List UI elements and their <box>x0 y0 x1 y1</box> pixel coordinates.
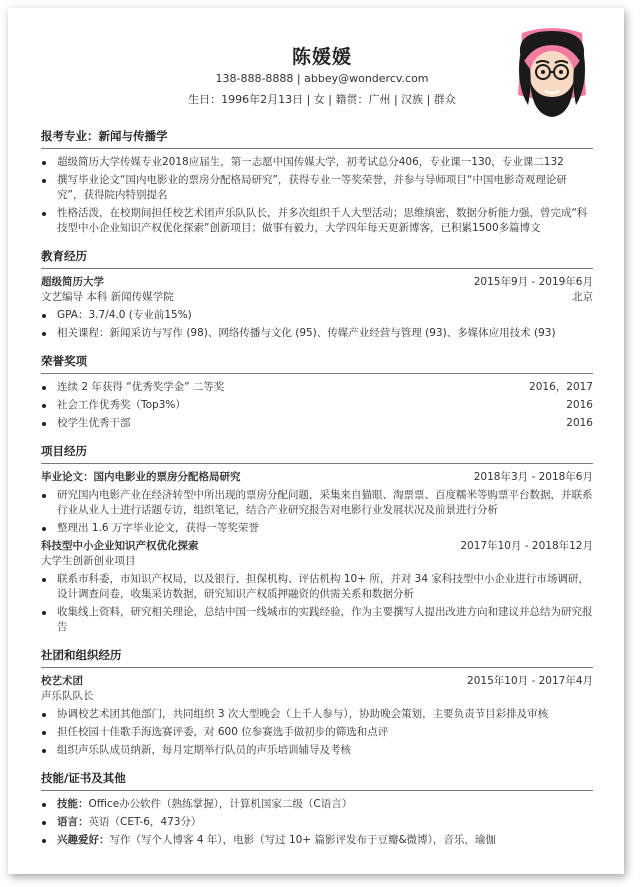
list-item: 相关课程：新闻采访与写作 (98)、网络传播与文化 (95)、传媒产业经营与管理 (93)、多媒体应用技术 (93) <box>41 326 593 341</box>
section-divider <box>41 463 593 464</box>
org-role-row <box>41 689 593 704</box>
skill-text: 写作（写个人博客 4 年），电影（写过 10+ 篇影评发布于豆瓣&微博），音乐，瑜伽 <box>109 834 496 846</box>
list-item <box>41 797 593 812</box>
section-social <box>41 647 593 758</box>
honor-text: 社会工作优秀奖（Top3%） <box>57 399 186 411</box>
list-item <box>41 416 593 431</box>
section-title-honors: 荣誉奖项 <box>41 354 87 368</box>
section-divider <box>41 667 593 668</box>
section-title-major: 报考专业：新闻与传播学 <box>41 129 168 143</box>
section-title-projects: 项目经历 <box>41 444 87 458</box>
honors-list <box>41 380 593 431</box>
social-list <box>41 707 593 758</box>
list-item: 联系市科委，市知识产权局，以及银行、担保机构、评估机构 10+ 所，并对 34 家科技型中小企业进行市场调研，设计调查问卷，收集采访数据，研究知识产权质押融资的供需关系和数据分析 <box>41 572 593 602</box>
list-item <box>41 380 593 395</box>
section-divider <box>41 268 593 269</box>
section-divider <box>41 790 593 791</box>
resume-body <box>41 128 593 860</box>
section-title-education: 教育经历 <box>41 249 87 263</box>
avatar <box>512 25 592 123</box>
skill-label: 兴趣爱好： <box>57 834 110 846</box>
project-subtitle-row <box>41 554 593 569</box>
honor-text: 连续 2 年获得 “优秀奖学金” 二等奖 <box>57 381 225 393</box>
candidate-name: 陈媛媛 <box>291 46 352 68</box>
education-header-row <box>41 275 593 290</box>
education-list <box>41 308 593 341</box>
project-header-row <box>41 470 593 485</box>
avatar-illustration-icon <box>512 25 592 123</box>
section-divider <box>41 148 593 149</box>
major-list <box>41 155 593 236</box>
list-item <box>41 398 593 413</box>
list-item: 收集线上资料，研究相关理论，总结中国一线城市的实践经验，作为主要撰写人提出改进方向和建议并总结为研究报告 <box>41 605 593 635</box>
section-divider <box>41 373 593 374</box>
section-honors <box>41 353 593 431</box>
school-name: 超级简历大学 <box>41 276 104 288</box>
education-period: 2015年9月 - 2019年6月 <box>473 276 593 288</box>
education-location: 北京 <box>572 291 593 303</box>
skill-label: 语言： <box>57 816 89 828</box>
skills-list <box>41 797 593 848</box>
section-education <box>41 248 593 341</box>
list-item: 超级简历大学传媒专业2018应届生，第一志愿中国传媒大学，初考试总分406，专业课一130，专业课二132 <box>41 155 593 170</box>
project-list <box>41 572 593 635</box>
project-header-row <box>41 539 593 554</box>
list-item <box>41 815 593 830</box>
org-role: 声乐队队长 <box>41 690 94 702</box>
honor-year: 2016 <box>566 399 593 411</box>
list-item: 协调校艺术团其他部门，共同组织 3 次大型晚会（上千人参与），协助晚会策划，主要负责节目彩排及审核 <box>41 707 593 722</box>
skill-label: 技能： <box>57 798 89 810</box>
skill-text: Office办公软件（熟练掌握），计算机国家二级（C语言） <box>88 798 353 810</box>
project-title: 毕业论文：国内电影业的票房分配格局研究 <box>41 471 241 483</box>
skill-text: 英语（CET-6，473分） <box>88 816 202 828</box>
list-item: 担任校园十佳歌手海选赛评委，对 600 位参赛选手做初步的筛选和点评 <box>41 725 593 740</box>
section-title-skills: 技能/证书及其他 <box>41 771 126 785</box>
section-skills <box>41 770 593 848</box>
list-item: 撰写毕业论文“国内电影业的票房分配格局研究”，获得专业一等奖荣誉，并参与导师项目“中国电影奇观理论研究”，获得院内特别提名 <box>41 173 593 203</box>
list-item: GPA：3.7/4.0 (专业前15%) <box>41 308 593 323</box>
list-item: 组织声乐队成员纳新，每月定期举行队员的声乐培训辅导及考核 <box>41 743 593 758</box>
list-item: 性格活泼，在校期间担任校艺术团声乐队队长，并多次组织千人大型活动；思维缜密，数据分析能力强，曾完成“科技型中小企业知识产权优化探索”创新项目；做事有毅力，大学四年每天更新博客，已积累1500多篇博文 <box>41 206 593 236</box>
degree-info: 文艺编导 本科 新闻传媒学院 <box>41 291 174 303</box>
personal-info: 生日：1996年2月13日 | 女 | 籍贯：广州 | 汉族 | 群众 <box>188 93 456 106</box>
honor-year: 2016，2017 <box>529 381 593 393</box>
org-period: 2015年10月 - 2017年4月 <box>467 675 593 687</box>
honor-year: 2016 <box>566 417 593 429</box>
project-subtitle: 大学生创新创业项目 <box>41 555 136 567</box>
project-list <box>41 488 593 536</box>
resume-sheet <box>8 8 624 874</box>
project-period: 2018年3月 - 2018年6月 <box>473 471 593 483</box>
honor-text: 校学生优秀干部 <box>57 417 131 429</box>
education-degree-row <box>41 290 593 305</box>
list-item <box>41 833 593 848</box>
section-title-social: 社团和组织经历 <box>41 648 122 662</box>
org-header-row <box>41 674 593 689</box>
section-projects <box>41 443 593 635</box>
section-major <box>41 128 593 236</box>
project-title: 科技型中小企业知识产权优化探索 <box>41 540 199 552</box>
list-item: 整理出 1.6 万字毕业论文，获得一等奖荣誉 <box>41 521 593 536</box>
org-name: 校艺术团 <box>41 675 83 687</box>
project-period: 2017年10月 - 2018年12月 <box>460 540 593 552</box>
list-item: 研究国内电影产业在经济转型中所出现的票房分配问题，采集来自猫眼、淘票票、百度糯米等购票平台数据，并联系行业从业人士进行话题专访，组织笔记，结合产业研究报告对电影行业发展状况及前景进行分析 <box>41 488 593 518</box>
contact-info: 138-888-8888 | abbey@wondercv.com <box>215 72 429 85</box>
